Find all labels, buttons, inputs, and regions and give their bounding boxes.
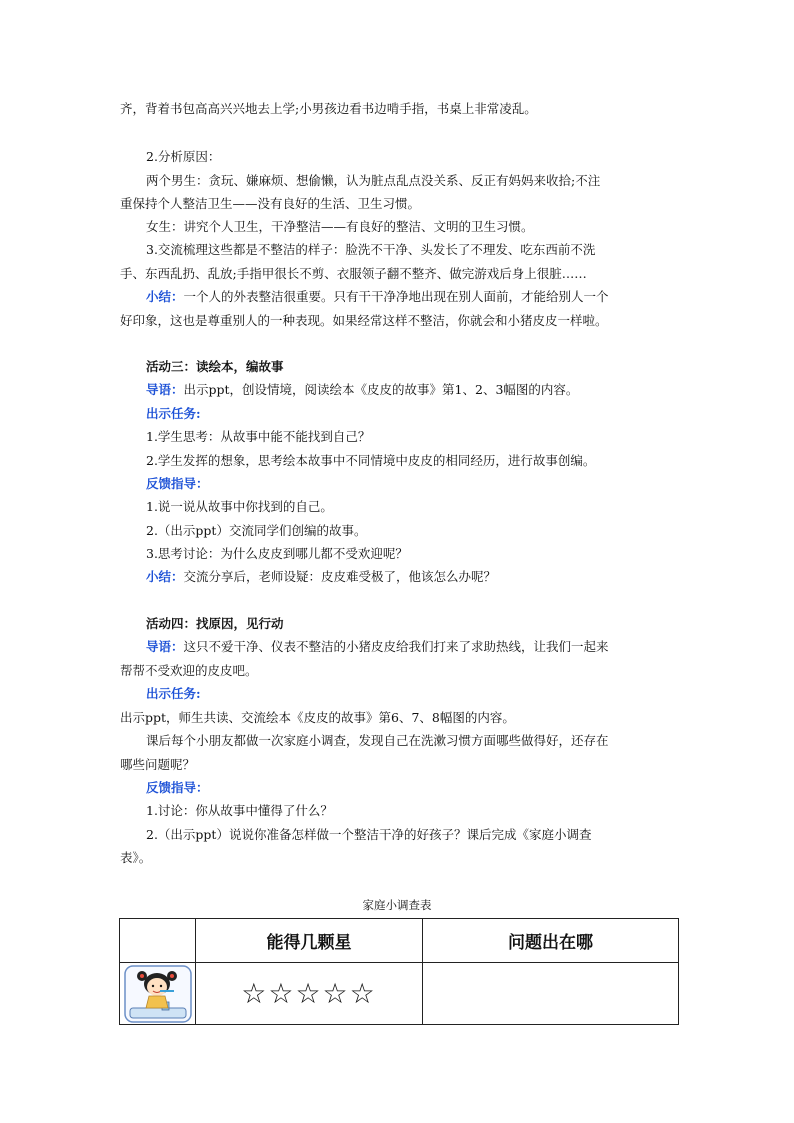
paragraph-line: 表》。 — [120, 850, 152, 865]
paragraph-line: 3.思考讨论：为什么皮皮到哪儿都不受欢迎呢？ — [146, 546, 408, 561]
paragraph-line: 重保持个人整洁卫生——没有良好的生活、卫生习惯。 — [120, 196, 421, 211]
paragraph-line: 课后每个小朋友都做一次家庭小调查，发现自己在洗漱习惯方面哪些做得好，还存在 — [146, 733, 609, 748]
task-label: 出示任务: — [146, 406, 201, 421]
feedback-label: 反馈指导： — [146, 780, 209, 795]
paragraph-line: 哪些问题呢？ — [120, 757, 196, 772]
section-heading-4: 活动四：找原因，见行动 — [146, 616, 284, 631]
table-header-row — [120, 919, 679, 963]
section-heading-3: 活动三：读绘本，编故事 — [146, 359, 284, 374]
survey-table — [119, 918, 679, 1025]
problem-cell — [423, 963, 679, 1025]
paragraph-line: 1.学生思考：从故事中能不能找到自己？ — [146, 429, 371, 444]
header-problem: 问题出在哪 — [423, 919, 679, 963]
empty-header-cell — [120, 919, 196, 963]
task-label: 出示任务: — [146, 686, 201, 701]
paragraph-line: 1.讨论：你从故事中懂得了什么？ — [146, 803, 333, 818]
paragraph-line: 齐，背着书包高高兴兴地去上学;小男孩边看书边啃手指，书桌上非常凌乱。 — [120, 101, 537, 116]
paragraph-line: 1.说一说从故事中你找到的自己。 — [146, 499, 333, 514]
star-rating: ☆☆☆☆☆ — [196, 963, 423, 1025]
guide-line: 导语：出示ppt，创设情境，阅读绘本《皮皮的故事》第1、2、3幅图的内容。 — [146, 382, 579, 397]
guide-line: 导语：这只不爱干净、仪表不整洁的小猪皮皮给我们打来了求助热线，让我们一起来 — [146, 639, 609, 654]
guide-label: 导语： — [146, 639, 184, 654]
paragraph-line: 两个男生：贪玩、嫌麻烦、想偷懒，认为脏点乱点没关系、反正有妈妈来收拾;不注 — [146, 173, 601, 188]
table-caption: 家庭小调查表 — [362, 898, 432, 912]
summary-label: 小结： — [146, 289, 184, 304]
paragraph-line: 出示ppt，师生共读、交流绘本《皮皮的故事》第6、7、8幅图的内容。 — [120, 710, 515, 725]
paragraph-line: 2.（出示ppt）交流同学们创编的故事。 — [146, 523, 367, 538]
summary-line: 小结：交流分享后，老师设疑：皮皮难受极了，他该怎么办呢？ — [146, 569, 497, 584]
paragraph-line: 帮帮不受欢迎的皮皮吧。 — [120, 663, 258, 678]
summary-label: 小结： — [146, 569, 184, 584]
image-cell — [120, 963, 196, 1025]
summary-line: 小结：一个人的外表整洁很重要。只有干干净净地出现在别人面前，才能给别人一个 — [146, 289, 609, 304]
paragraph-line: 3.交流梳理这些都是不整洁的样子：脸洗不干净、头发长了不理发、吃东西前不洗 — [146, 242, 596, 257]
guide-label: 导语： — [146, 382, 184, 397]
paragraph-line: 2.分析原因： — [146, 149, 221, 164]
paragraph-line: 2.学生发挥的想象，思考绘本故事中不同情境中皮皮的相同经历，进行故事创编。 — [146, 453, 596, 468]
girl-brushing-teeth-icon — [122, 964, 194, 1024]
paragraph-line: 2.（出示ppt）说说你准备怎样做一个整洁干净的好孩子？课后完成《家庭小调查 — [146, 827, 592, 842]
paragraph-line: 女生：讲究个人卫生，干净整洁——有良好的整洁、文明的卫生习惯。 — [146, 219, 534, 234]
table-row — [120, 963, 679, 1025]
paragraph-line: 好印象，这也是尊重别人的一种表现。如果经常这样不整洁，你就会和小猪皮皮一样啦。 — [120, 313, 608, 328]
header-stars: 能得几颗星 — [196, 919, 423, 963]
feedback-label: 反馈指导： — [146, 476, 209, 491]
paragraph-line: 手、东西乱扔、乱放;手指甲很长不剪、衣服领子翻不整齐、做完游戏后身上很脏…… — [120, 266, 587, 281]
